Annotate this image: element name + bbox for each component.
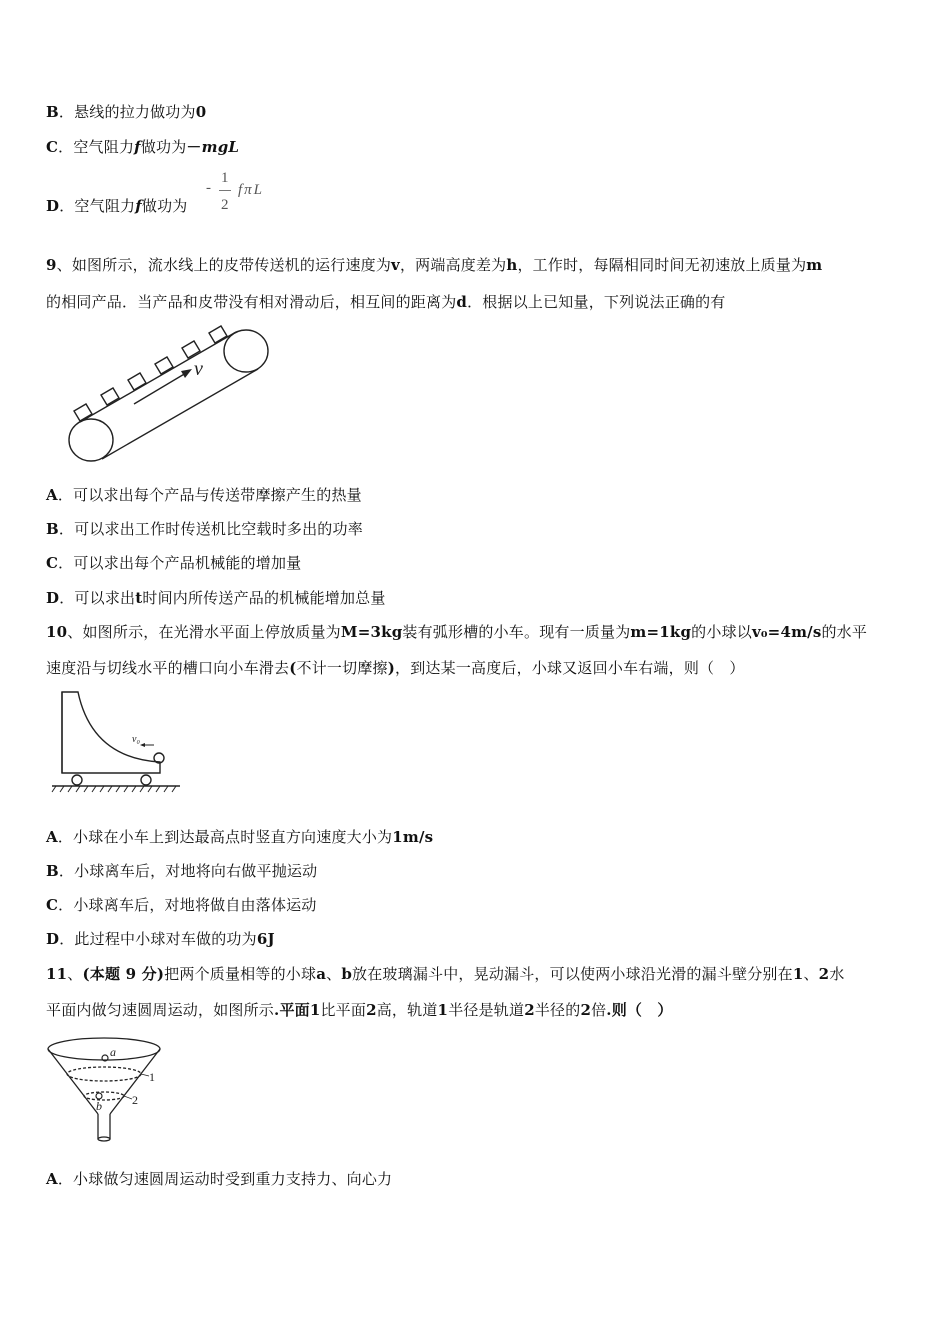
- q8-option-d: D．空气阻力f做功为: [46, 197, 188, 215]
- cart-with-curved-track-figure: [52, 688, 182, 798]
- q10-option-a: A．小球在小车上到达最高点时竖直方向速度大小为1m/s: [46, 828, 434, 846]
- q9-option-a: A．可以求出每个产品与传送带摩擦产生的热量: [46, 486, 362, 504]
- left-wheel: [72, 775, 82, 785]
- q10-option-c: C．小球离车后，对地将做自由落体运动: [46, 896, 317, 914]
- q10-option-b: B．小球离车后，对地将向右做平抛运动: [46, 862, 318, 880]
- q10-option-d: D．此过程中小球对车做的功为6J: [46, 930, 275, 948]
- lower-roller: [69, 419, 113, 461]
- q9-option-c: C．可以求出每个产品机械能的增加量: [46, 554, 302, 572]
- label-2-leader: [124, 1096, 132, 1099]
- q8-option-c: C．空气阻力f做功为－mgL: [46, 138, 240, 156]
- q9-stem-line2: 的相同产品．当产品和皮带没有相对滑动后，相互间的距离为d．根据以上已知量，下列说法正确的有: [46, 293, 726, 311]
- q9-stem-line1: 9、如图所示，流水线上的皮带传送机的运行速度为v，两端高度差为h，工作时，每隔相同时间无初速放上质量为m: [46, 256, 823, 274]
- product-box: [155, 357, 173, 374]
- formula-denominator: 2: [221, 197, 229, 213]
- velocity-arrow-line: [134, 373, 186, 404]
- q9-option-b: B．可以求出工作时传送机比空载时多出的功率: [46, 520, 363, 538]
- belt-bottom-edge: [102, 369, 258, 459]
- product-boxes: [74, 326, 227, 421]
- velocity-arrow-head: [181, 369, 192, 378]
- product-box: [182, 341, 200, 358]
- q11-stem-line2: 平面内做匀速圆周运动，如图所示.平面1比平面2高，轨道1半径是轨道2半径的2倍.则（ ）: [46, 1001, 673, 1019]
- formula-numerator: 1: [221, 170, 229, 186]
- product-box: [128, 373, 146, 390]
- label-b: b: [96, 1099, 102, 1113]
- ground-hatching: [52, 786, 176, 792]
- right-wheel: [141, 775, 151, 785]
- velocity-label: v: [194, 358, 203, 380]
- upper-roller: [224, 330, 268, 372]
- product-box: [101, 388, 119, 405]
- q11-stem-line1: 11、(本题 9 分)把两个质量相等的小球a、b放在玻璃漏斗中，晃动漏斗，可以使两小球沿光滑的漏斗壁分别在1、2水: [46, 965, 845, 983]
- belt-top-edge: [80, 332, 236, 422]
- cart-body: [62, 692, 160, 773]
- funnel-stem-bottom: [98, 1137, 110, 1141]
- formula-rest: fπL: [238, 182, 265, 198]
- q9-option-d: D．可以求出t时间内所传送产品的机械能增加总量: [46, 589, 386, 607]
- label-1: 1: [149, 1070, 155, 1084]
- label-2: 2: [132, 1093, 138, 1107]
- product-box: [209, 326, 227, 343]
- orbit-2: [84, 1092, 124, 1100]
- funnel-rim: [48, 1038, 160, 1060]
- orbit-1: [67, 1067, 141, 1081]
- q8-option-b: B．悬线的拉力做功为0: [46, 103, 207, 121]
- label-a: a: [110, 1045, 116, 1059]
- label-1-leader: [141, 1074, 149, 1076]
- q10-stem-line2: 速度沿与切线水平的槽口向小车滑去(不计一切摩擦)，到达某一高度后，小球又返回小车右端，则（ ）: [46, 659, 745, 677]
- formula-minus: -: [206, 180, 211, 196]
- formula-fraction-bar: [219, 190, 231, 191]
- q11-option-a: A．小球做匀速圆周运动时受到重力支持力、向心力: [46, 1170, 393, 1188]
- funnel-figure: [44, 1032, 174, 1147]
- q10-stem-line1: 10、如图所示，在光滑水平面上停放质量为M=3kg装有弧形槽的小车。现有一质量为m=1kg的小球以v₀=4m/s的水平: [46, 623, 868, 641]
- velocity-label: v₀: [132, 734, 140, 745]
- conveyor-belt-figure: [60, 318, 275, 470]
- velocity-arrow-head: [140, 743, 145, 747]
